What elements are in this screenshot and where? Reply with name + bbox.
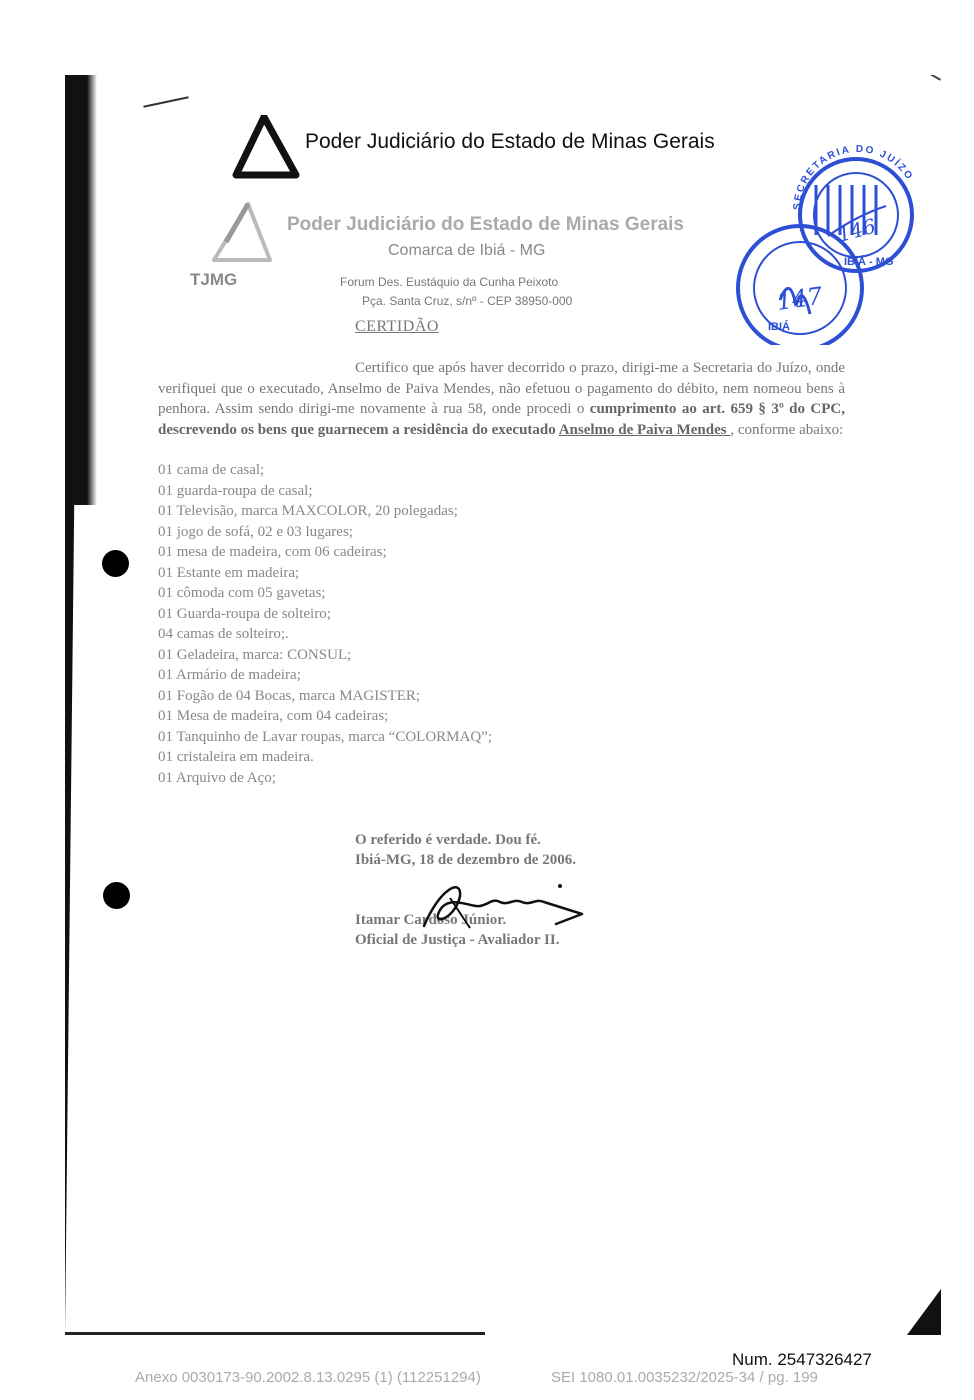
list-item: 01 Mesa de madeira, com 04 cadeiras; [158, 708, 389, 724]
list-item: 01 Tanquinho de Lavar roupas, marca “COLORMAQ”; [158, 728, 492, 745]
tjmg-faded-logo-icon [208, 202, 274, 264]
tjmg-triangle-logo-icon [232, 115, 300, 179]
court-title-secondary: Poder Judiciário do Estado de Minas Gerais [287, 214, 684, 235]
executed-name: Anselmo de Paiva Mendes [558, 421, 731, 438]
list-item: 01 cama de casal; [158, 462, 265, 478]
forum-address: Pça. Santa Cruz, s/nº - CEP 38950-000 [362, 294, 573, 308]
goods-list [158, 460, 492, 788]
stamp-top-text: SECRETARIA DO JUÍZO [791, 143, 916, 211]
scan-corner-bottom-right [907, 1289, 941, 1335]
certificate-paragraph [158, 358, 845, 440]
comarca-label: Comarca de Ibiá - MG [388, 242, 546, 259]
signer-role: Oficial de Justiça - Avaliador II. [355, 932, 560, 948]
stamp-bottom-text: IBIÁ - MG [844, 256, 894, 268]
list-item: 01 cômoda com 05 gavetas; [158, 585, 326, 601]
list-item: 01 Armário de madeira; [158, 667, 301, 683]
stamp-page-number-1: 146 [835, 213, 879, 247]
list-item: 01 mesa de madeira, com 06 cadeiras; [158, 544, 387, 560]
court-title: Poder Judiciário do Estado de Minas Gerais [305, 130, 715, 153]
list-item: 01 cristaleira em madeira. [158, 749, 314, 765]
list-item: 01 guarda-roupa de casal; [158, 482, 313, 499]
scan-shadow-left-top [65, 75, 97, 505]
document-heading: CERTIDÃO [355, 318, 439, 335]
stamp-center-text: IBIÁ [768, 321, 790, 333]
punch-hole [102, 550, 129, 577]
paragraph-bold-text: cumprimento ao art. 659 § 3º do CPC, descrevendo os bens que guarnecem a residência do executado [158, 401, 845, 438]
date-line: Ibiá-MG, 18 de dezembro de 2006. [355, 852, 576, 868]
closing-block [355, 830, 576, 870]
list-item: 01 jogo de sofá, 02 e 03 lugares; [158, 523, 353, 540]
punch-hole [103, 882, 130, 909]
scan-bottom-edge [65, 1332, 485, 1335]
annex-reference: Anexo 0030173-90.2002.8.13.0295 (1) (112251294) [135, 1369, 481, 1386]
scan-line-top-right [853, 75, 941, 81]
sei-reference: SEI 1080.01.0035232/2025-34 / pg. 199 [551, 1369, 818, 1386]
forum-name: Forum Des. Eustáquio da Cunha Peixoto [340, 275, 559, 289]
list-item: 04 camas de solteiro;. [158, 626, 289, 642]
list-item: 01 Guarda-roupa de solteiro; [158, 605, 331, 622]
court-stamp-icon [728, 140, 918, 345]
paragraph-text: Certifico que após haver decorrido o prazo, dirigi-me a Secretaria do Juízo, onde verifiquei que o executado, Anselmo de Paiva Mendes, não efetuou o pagamento do débito, nem nomeou bens à penhora. Assim sendo dirigi-me novamente à rua 58, onde procedi o [158, 360, 845, 417]
list-item: 01 Estante em madeira; [158, 564, 300, 581]
list-item: 01 Arquivo de Aço; [158, 769, 276, 786]
list-item: 01 Fogão de 04 Bocas, marca MAGISTER; [158, 687, 421, 704]
paragraph-end: , conforme abaixo: [730, 421, 844, 438]
stamp-page-number-2: 147 [774, 281, 825, 316]
tjmg-label: TJMG [190, 270, 238, 289]
list-item: 01 Televisão, marca MAXCOLOR, 20 polegadas; [158, 503, 458, 519]
list-item: 01 Geladeira, marca: CONSUL; [158, 646, 352, 663]
signer-name: Itamar Cardoso Júnior. [355, 912, 507, 928]
closing-statement: O referido é verdade. Dou fé. [355, 832, 541, 848]
scan-mark [143, 96, 188, 108]
document-number: Num. 2547326427 [732, 1350, 872, 1369]
handwritten-signature-icon [410, 878, 590, 938]
